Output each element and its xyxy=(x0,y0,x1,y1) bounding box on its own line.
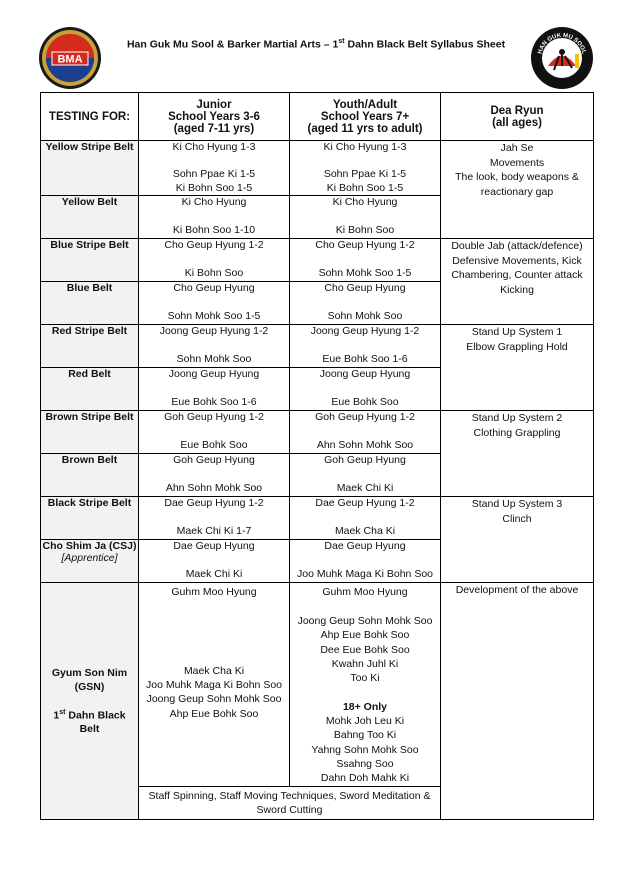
youth-cell: Ki Cho Hyung 1-3 Sohn Ppae Ki 1-5 Ki Bohn Soo 1-5 xyxy=(290,141,441,196)
dea-ryun-header: Dea Ryun (all ages) xyxy=(441,93,594,141)
technique-item: Ssahng Soo xyxy=(336,757,394,770)
technique-item: Mohk Joh Leu Ki xyxy=(325,715,405,728)
belt-name: Yellow Stripe Belt xyxy=(41,141,139,196)
youth-cell: Ki Cho Hyung Ki Bohn Soo xyxy=(290,196,441,239)
youth-cell: Cho Geup Hyung 1-2 Sohn Mohk Soo 1-5 xyxy=(290,239,441,282)
junior-cell: Cho Geup Hyung 1-2 Ki Bohn Soo xyxy=(139,239,290,282)
gsn-junior-cell: Guhm Moo Hyung Maek Cha Ki Joo Muhk Maga Ki Bohn Soo Joong Geup Sohn Mohk Soo Ahp Eue Bohk Soo xyxy=(139,583,290,786)
syllabus-table xyxy=(40,92,594,820)
dea-ryun-cell: Stand Up System 1 Elbow Grappling Hold xyxy=(441,325,594,411)
junior-cell: Joong Geup Hyung 1-2 Sohn Mohk Soo xyxy=(139,325,290,368)
table-row xyxy=(41,239,594,282)
technique-item: Dee Eue Bohk Soo xyxy=(320,643,410,656)
junior-header: Junior School Years 3-6 (aged 7-11 yrs) xyxy=(139,93,290,141)
gsn-dea-cell: Development of the above xyxy=(441,583,594,819)
table-row xyxy=(41,497,594,540)
youth-cell: Joong Geup Hyung 1-2 Eue Bohk Soo 1-6 xyxy=(290,325,441,368)
han-guk-mu-sool-logo xyxy=(530,26,594,90)
technique-item: Bahng Too Ki xyxy=(333,729,397,742)
belt-name: Yellow Belt xyxy=(41,196,139,239)
gsn-youth-cell xyxy=(290,583,441,786)
junior-cell: Joong Geup Hyung Eue Bohk Soo 1-6 xyxy=(139,368,290,411)
belt-rows xyxy=(41,141,594,583)
junior-cell: Goh Geup Hyung 1-2 Eue Bohk Soo xyxy=(139,411,290,454)
table-row xyxy=(41,141,594,196)
junior-cell: Ki Cho Hyung Ki Bohn Soo 1-10 xyxy=(139,196,290,239)
youth-adult-header: Youth/Adult School Years 7+ (aged 11 yrs to adult) xyxy=(290,93,441,141)
belt-gsn: Gyum Son Nim (GSN) 1st Dahn Black Belt xyxy=(41,583,139,819)
testing-for-header: TESTING FOR: xyxy=(41,93,139,141)
youth-cell: Cho Geup Hyung Sohn Mohk Soo xyxy=(290,282,441,325)
belt-name: Red Belt xyxy=(41,368,139,411)
belt-name: Blue Belt xyxy=(41,282,139,325)
belt-name: Red Stripe Belt xyxy=(41,325,139,368)
belt-name: Brown Belt xyxy=(41,454,139,497)
youth-cell: Goh Geup Hyung 1-2 Ahn Sohn Mohk Soo xyxy=(290,411,441,454)
table-row xyxy=(41,411,594,454)
dea-ryun-cell: Double Jab (attack/defence) Defensive Movements, Kick Chambering, Counter attack Kicking xyxy=(441,239,594,325)
dea-ryun-cell: Stand Up System 3 Clinch xyxy=(441,497,594,583)
junior-cell: Goh Geup Hyung Ahn Sohn Mohk Soo xyxy=(139,454,290,497)
dea-ryun-cell: Stand Up System 2 Clothing Grappling xyxy=(441,411,594,497)
technique-item: Kwahn Juhl Ki xyxy=(331,657,399,670)
svg-text:BMA: BMA xyxy=(57,53,83,66)
belt-name: Cho Shim Ja (CSJ) [Apprentice] xyxy=(41,540,139,583)
junior-cell: Dae Geup Hyung Maek Chi Ki xyxy=(139,540,290,583)
youth-cell: Goh Geup Hyung Maek Chi Ki xyxy=(290,454,441,497)
page-title: Han Guk Mu Sool & Barker Martial Arts – 1st Dahn Black Belt Syllabus Sheet xyxy=(126,38,506,51)
belt-name: Brown Stripe Belt xyxy=(41,411,139,454)
technique-item: Yahng Sohn Mohk Soo xyxy=(311,743,419,756)
technique-item: Ahp Eue Bohk Soo xyxy=(320,629,410,642)
junior-cell: Dae Geup Hyung 1-2 Maek Chi Ki 1-7 xyxy=(139,497,290,540)
youth-cell: Joong Geup Hyung Eue Bohk Soo xyxy=(290,368,441,411)
technique-item: Guhm Moo Hyung xyxy=(322,586,408,599)
belt-name: Black Stripe Belt xyxy=(41,497,139,540)
youth-cell: Dae Geup Hyung Joo Muhk Maga Ki Bohn Soo xyxy=(290,540,441,583)
page-header xyxy=(0,0,632,92)
technique-item: Too Ki xyxy=(350,672,380,685)
svg-text:HAN GUK MU SOOL: HAN GUK MU SOOL xyxy=(537,32,587,55)
belt-name: Blue Stripe Belt xyxy=(41,239,139,282)
junior-cell: Ki Cho Hyung 1-3 Sohn Ppae Ki 1-5 Ki Bohn Soo 1-5 xyxy=(139,141,290,196)
table-row xyxy=(41,325,594,368)
dea-ryun-cell: Jah Se Movements The look, body weapons & reactionary gap xyxy=(441,141,594,239)
technique-item: Joong Geup Sohn Mohk Soo xyxy=(297,614,433,627)
junior-cell: Cho Geup Hyung Sohn Mohk Soo 1-5 xyxy=(139,282,290,325)
bma-logo xyxy=(38,26,102,90)
gsn-shared-cell: Staff Spinning, Staff Moving Techniques, Sword Meditation & Sword Cutting xyxy=(139,786,441,819)
technique-item: 18+ Only xyxy=(342,700,388,713)
technique-item: Dahn Doh Mahk Ki xyxy=(320,772,410,785)
youth-cell: Dae Geup Hyung 1-2 Maek Cha Ki xyxy=(290,497,441,540)
